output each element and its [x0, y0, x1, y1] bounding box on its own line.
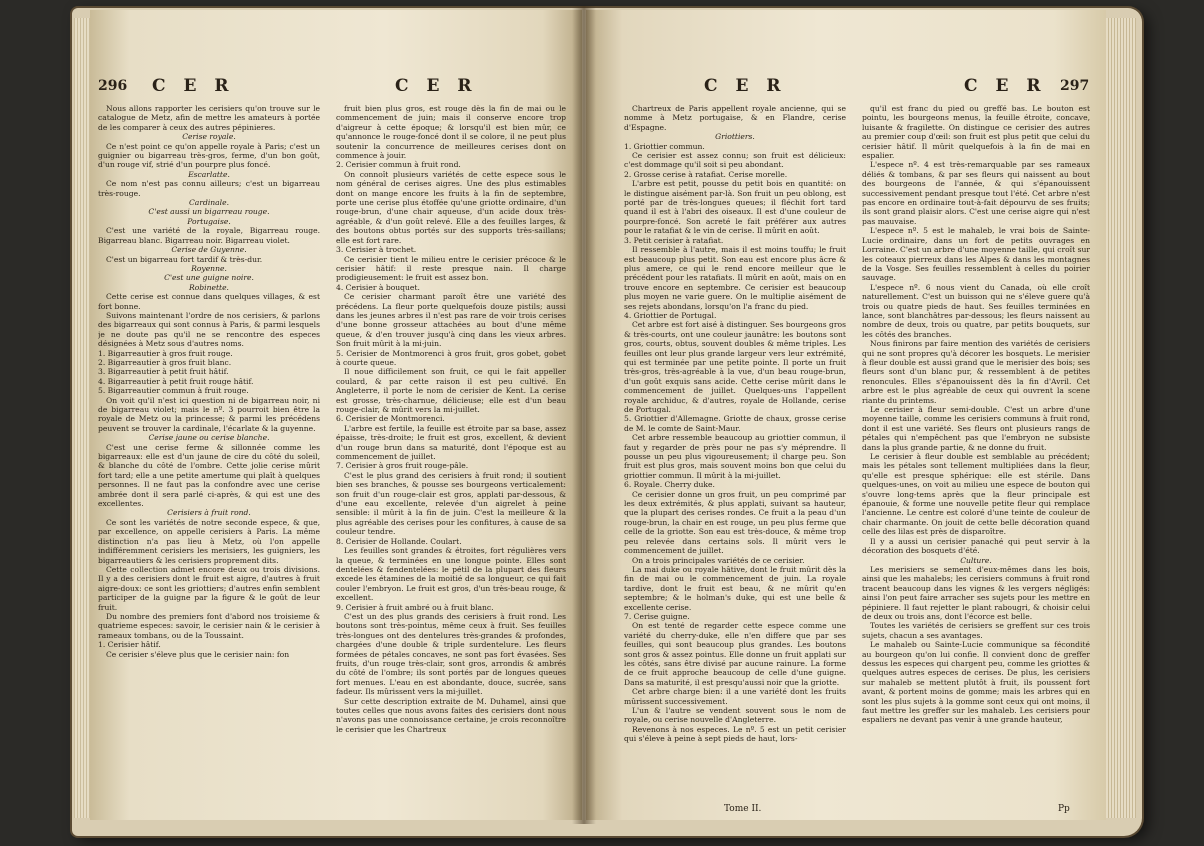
paragraph: Du nombre des premiers font d'abord nos troisieme & quatrieme especes: savoir, le cerisier nain & le cerisier à rameaux tombans, ou de la Toussaint.: [98, 611, 320, 640]
paragraph: Ce n'est point ce qu'on appelle royale à Paris; c'est un guignier ou bigarreau très-gros, ferme, d'un bon goût, d'un rouge vif, strié d'un pourpre plus foncé.: [98, 141, 320, 170]
paragraph: Suivons maintenant l'ordre de nos cerisiers, & parlons des bigarreaux qui sont connus à Paris, & parmi lesquels je ne doute pas qu'il ne se rencontre des especes désignées à Metz sous d'autres noms.: [98, 310, 320, 349]
paragraph: Le cerisier à fleur semi-double. C'est un arbre d'une moyenne taille, comme les cerisiers communs à fruit rond, dont il est une variété. Ses fleurs ont plusieurs rangs de pétales qui n'empêchent pas que l'embryon ne subsiste dans la plus grande partie, & ne donne du fruit.: [862, 405, 1090, 452]
paragraph: Escarlatte.: [188, 169, 230, 179]
running-head: C E R: [152, 76, 235, 96]
paragraph: Robinette.: [189, 282, 229, 292]
paragraph: C'est un des plus grands des cerisiers à fruit rond. Les boutons sont très-pointus, même ceux à fruit. Ses feuilles très-longues ont des dentelures très-grandes & profondes, chargées d'une double & triple surdentelure. Les fleurs formées de pétales concaves, ne sont pas fort évasées. Ses fruits, d'un rouge très-clair, sont gros, arrondis & ambrés du côté de l'ombre; ils sont portés par de longues queues fort menues. L'eau en est abondante, douce, sucrée, sans fadeur. Ils mûrissent vers la mi-juillet.: [336, 611, 566, 697]
page-number: 297: [1060, 78, 1090, 94]
paragraph: Nous allons rapporter les cerisiers qu'on trouve sur le catalogue de Metz, afin de mettre les amateurs à portée de les comparer à ceux des autres pépinieres.: [98, 104, 320, 132]
paragraph: fruit bien plus gros, est rouge dès la fin de mai ou le commencement de juin; mais il conserve encore trop d'aigreur à cette époque; & lorsqu'il est bien mûr, ce qu'annonce le rouge-foncé dont il se colore, il ne peut plus soutenir la concurrence de meilleures cerises dont on commence à jouir.: [336, 104, 566, 161]
paragraph: Sur cette description extraite de M. Duhamel, ainsi que toutes celles que nous avons faites des cerisiers dont nous n'avons pas une connoissance certaine, je crois reconnoître le cerisier que les Chartreux: [336, 696, 566, 734]
paragraph: L'espece nº. 6 nous vient du Canada, où elle croît naturellement. C'est un buisson qui ne s'éleve guere qu'à trois ou quatre pieds de haut. Ses feuilles terminées en lance, sont blanchâtres par-dessous; les fleurs naissent au nombre de deux, trois ou quatre, par petits bouquets, sur les côtés des branches.: [862, 282, 1090, 339]
paragraph: On a trois principales variétés de ce cerisier.: [632, 555, 805, 565]
paragraph: 9. Cerisier à fruit ambré ou à fruit blanc.: [336, 602, 494, 612]
paragraph: Ce nom n'est pas connu ailleurs; c'est un bigarreau très-rouge.: [98, 179, 320, 198]
paragraph: L'espece nº. 5 est le mahaleb, le vrai bois de Sainte-Lucie ordinaire, dans un fort de petits ouvrages en Lorraine. C'est un arbre d'une moyenne taille, qui croît sur les coteaux pierreux dans les Alpes & dans les montagnes de la Vosge. Ses feuilles ressemblent à celles du poirier sauvage.: [862, 226, 1090, 283]
paragraph: 4. Griottier de Portugal.: [624, 310, 717, 320]
catchword: Pp: [1058, 804, 1070, 814]
paragraph: Ce cerisier est assez connu; son fruit est délicieux: c'est dommage qu'il soit si peu abondant.: [624, 151, 846, 170]
paragraph: 2. Bigarreautier à gros fruit blanc.: [98, 357, 232, 367]
paragraph: Cet arbre ressemble beaucoup au griottier commun, il faut y regarder de près pour ne pas s'y méprendre. Il pousse un peu plus vigoureusement; il charge peu. Son fruit est plus gros, mais souvent moins bon que celui du griottier commun. Il mûrit à la mi-juillet.: [624, 433, 846, 480]
paragraph: Les merisiers se sement d'eux-mêmes dans les bois, ainsi que les mahalebs; les cerisiers communs à fruit rond tracent beaucoup dans les vignes & les vergers négligés: ainsi l'on peut faire arracher ses sujets pour les mettre en pépiniere. Il faut rejetter le plant rabougri, & choisir celui de deux ou trois ans, dont l'écorce est belle.: [862, 564, 1090, 621]
paragraph: Cerise de Guyenne.: [171, 245, 247, 255]
paragraph: Portugaise.: [187, 216, 231, 226]
paragraph: L'espece nº. 4 est très-remarquable par ses rameaux déliés & tombans, & par ses fleurs qui naissent au bout des bourgeons de l'année, & qui s'épanouissent successivement pendant presque tout l'été. Cet arbre n'est pas encore en ordinaire tout-à-fait dépourvu de ses fruits; ils sont grand plaisir alors. C'est une cerise aigre qui n'est pas mauvaise.: [862, 160, 1090, 226]
signature-mark: Tome II.: [724, 804, 762, 814]
paragraph: 6. Cerisier de Montmorenci.: [336, 414, 445, 424]
paragraph: 2. Grosse cerise à ratafiat. Cerise morelle.: [624, 169, 788, 179]
paragraph: Toutes les variétés de cerisiers se greffent sur ces trois sujets, chacun a ses avantages.: [862, 621, 1090, 640]
paragraph: 1. Bigarreautier à gros fruit rouge.: [98, 348, 233, 358]
paragraph: Cardinale.: [188, 198, 229, 208]
paragraph: C'est le plus grand des cerisiers à fruit rond; il soutient bien ses branches, & pousse ses bourgeons verticalement: son fruit d'un rouge-clair est gros, applati par-dessous, & d'une eau excellente, relevée d'un aigrelet à peine sensible: il mûrit à la fin de juin. C'est la meilleure & la plus agréable des cerises pour les confitures, à cause de sa couleur tendre.: [336, 470, 566, 537]
paragraph: 3. Bigarreautier à petit fruit hâtif.: [98, 367, 229, 377]
paragraph: Cerise royale.: [182, 132, 236, 142]
paragraph: Il y a aussi un cerisier panaché qui peut servir à la décoration des bosquets d'été.: [862, 536, 1090, 556]
paragraph: C'est un bigarreau fort tardif & très-dur.: [106, 254, 263, 264]
paragraph: 4. Bigarreautier à petit fruit rouge hâtif.: [98, 376, 254, 386]
paragraph: Culture.: [960, 555, 992, 565]
paragraph: Cerise jaune ou cerise blanche.: [148, 433, 270, 443]
paragraph: Chartreux de Paris appellent royale ancienne, qui se nomme à Metz portugaise, & en Flandre, cerise d'Espagne.: [624, 104, 846, 132]
paragraph: Ce cerisier charmant paroît être une variété des précédens. La fleur porte quelquefois douze pistils; aussi dans les jeunes arbres il n'est pas rare de voir trois cerises d'une bonne grosseur attachées au bout d'une même queue, & d'en trouver jusqu'à cinq dans les vieux arbres. Son fruit mûrit à la mi-juin.: [336, 292, 566, 349]
running-head: C E R: [395, 76, 478, 96]
paragraph: 7. Cerisier à gros fruit rouge-pâle.: [336, 461, 469, 471]
paragraph: Le mahaleb ou Sainte-Lucie communique sa fécondité au bourgeon qu'on lui confie. Il convient donc de greffer dessus les especes qui chargent peu, comme les griottes & quelques autres especes de cerises. De plus, les cerisiers sur mahaleb se mettent plutôt à fruit, ils poussent fort avant, & portent moins de gomme; mais les arbres qui en sont les plus sujets à la gomme sont ceux qui ont moins, il faut mettre les greffer sur les mahaleb. Les cerisiers pour espaliers ne devant pas venir à une grande hauteur,: [862, 640, 1090, 725]
paragraph: Cet arbre charge bien: il a une variété dont les fruits mûrissent successivement.: [624, 687, 846, 706]
paragraph: C'est une variété de la royale, Bigarreau rouge. Bigarreau blanc. Bigarreau noir. Bigarreau violet.: [98, 226, 320, 245]
paragraph: 5. Griottier d'Allemagne. Griotte de chaux, grosse cerise de M. le comte de Saint-Maur.: [624, 414, 846, 433]
gutter: [572, 6, 596, 824]
paragraph: C'est une cerise ferme & sillonnée comme les bigarreaux: elle est d'un jaune de cire du côté du soleil, & blanche du côté de l'ombre. Cette jolie cerise mûrit fort tard; elle a une petite amertume qui plaît à quelques personnes. Il ne faut pas la confondre avec une cerise ambrée dont il sera parlé ci-après, & qui est une des excellentes.: [98, 442, 320, 509]
paragraph: 3. Cerisier à trochet.: [336, 245, 417, 255]
paragraph: 3. Petit cerisier à ratafiat.: [624, 235, 724, 245]
paragraph: Ce cerisier s'éleve plus que le cerisier nain: fon: [106, 649, 290, 659]
paragraph: 5. Bigarreautier commun à fruit rouge.: [98, 386, 249, 396]
paragraph: On voit qu'il n'est ici question ni de bigarreau noir, ni de bigarreau violet; mais le nº. 3 pourroit bien être la royale de Metz ou la princesse; & parmi les précédens peuvent se trouver la cardinale, l'écarlate & la guyenne.: [98, 395, 320, 433]
paragraph: Les feuilles sont grandes & étroites, fort régulières vers la queue, & terminées en une longue pointe. Elles sont dentelées & fendentelées: le pétil de la plupart des fleurs excede les étamines de la moitié de sa longueur, ce qui fait couler l'embryon. Le fruit est gros, d'un très-beau rouge, & excellent.: [336, 546, 566, 603]
paragraph: 7. Cerise guigne.: [624, 611, 690, 621]
paragraph: L'arbre est petit, pousse du petit bois en quantité: on le distingue aisément par-là. Son fruit un peu oblong, est porté par de très-longues queues; il fléchit fort tard quand il est à l'abri des oiseaux. Il est d'une couleur de pourpre-foncé. Son acreté le fait préférer aux autres pour le ratafiat & le vin de cerise. Il mûrit en août.: [624, 179, 846, 236]
paragraph: C'est une guigne noire.: [164, 273, 254, 283]
paragraph: L'arbre est fertile, la feuille est étroite par sa base, assez épaisse, très-droite; le fruit est gros, excellent, & devient d'un rouge brun dans sa maturité, dont l'époque est au commencement de juillet.: [336, 423, 566, 462]
running-head: C E R: [704, 76, 787, 96]
page-edges-right: [1106, 18, 1136, 818]
left-page: [90, 10, 582, 820]
paragraph: Nous finirons par faire mention des variétés de cerisiers qui ne sont propres qu'à décorer les bosquets. Le merisier à fleur double est aussi grand que le merisier des bois; ses fleurs sont d'un blanc pur, & ressemblent à de petites renoncules. Elles s'épanouissent dès la fin d'Avril. Cet arbre est le plus agréable de ceux qui ouvrent la scene riante du printems.: [862, 339, 1090, 405]
paragraph: C'est aussi un bigarreau rouge.: [148, 207, 270, 217]
paragraph: Griottiers.: [715, 132, 755, 142]
paragraph: Ce cerisier donne un gros fruit, un peu comprimé par les deux extrémités, & plus applati, suivant sa hauteur, que la plupart des cerises rondes. Ce fruit a la peau d'un rouge-brun, la chair en est rouge, un peu plus ferme que celle de la griotte. Son eau est très-douce, & même trop peu relevée dans certains sols. Il mûrit vers le commencement de juillet.: [624, 489, 846, 556]
paragraph: 6. Royale. Cherry duke.: [624, 480, 715, 490]
running-head: C E R: [964, 76, 1047, 96]
paragraph: Cette cerise est connue dans quelques villages, & est fort bonne.: [98, 292, 320, 311]
paragraph: Revenons à nos especes. Le nº. 5 est un petit cerisier qui s'éleve à peine à sept pieds de haut, lors-: [624, 724, 846, 744]
text-column: [862, 104, 1090, 804]
paragraph: On connoît plusieurs variétés de cette espece sous le nom général de cerises aigres. Une des plus estimables dont on mange encore les fruits à la fin de septembre, porte une cerise plus étoffée qu'une griotte ordinaire, d'un rouge-brun, d'une chair aqueuse, d'un acide doux très-agréable, & d'un goût relevé. Elle a des feuilles larges, & des boutons obtus portés sur des supports très-saillans; elle est fort rare.: [336, 169, 566, 245]
paragraph: Cette collection admet encore deux ou trois divisions. Il y a des cerisiers dont le fruit est aigre, d'autres à fruit aigre-doux: ce sont les griottiers; d'autres enfin semblent participer de la guigne par la figure & le goût de leur fruit.: [98, 564, 320, 612]
paragraph: Il ressemble à l'autre, mais il est moins touffu; le fruit est beaucoup plus petit. Son eau est encore plus âcre & plus amere, ce qui le rend encore meilleur que le précédent pour les ratafiats. Il mûrit en août, mais on en trouve encore en septembre. Ce cerisier est beaucoup plus moyen ne varie guere. On le multiplie aisément de ses rejets abondans, lorsqu'on l'a franc du pied.: [624, 245, 846, 311]
paragraph: L'un & l'autre se vendent souvent sous le nom de royale, ou cerise nouvelle d'Angleterre.: [624, 706, 846, 725]
paragraph: Il noue difficilement son fruit, ce qui le fait appeller coulard, & par cette raison il est peu cultivé. En Angleterre, il porte le nom de cerisier de Kent. La cerise est grosse, très-charnue, délicieuse; elle est d'un beau rouge-clair, & mûrit vers la mi-juillet.: [336, 367, 566, 414]
paragraph: qu'il est franc du pied ou greffé bas. Le bouton est pointu, les bourgeons menus, la feuille étroite, concave, luisante & fragilette. On distingue ce cerisier des autres au premier coup d'œil: son fruit est plus petit que celui du cerisier hâtif. Il mûrit quelquefois à la fin de mai en espalier.: [862, 104, 1090, 161]
paragraph: 1. Cerisier hâtif.: [98, 640, 161, 650]
paragraph: Ce cerisier tient le milieu entre le cerisier précoce & le cerisier hâtif: il reste presque nain. Il charge prodigieusement: le fruit est assez bon.: [336, 254, 566, 283]
paragraph: 5. Cerisier de Montmorenci à gros fruit, gros gobet, gobet à courte queue.: [336, 348, 566, 367]
text-column: [336, 104, 566, 804]
paragraph: 2. Cerisier commun à fruit rond.: [336, 160, 461, 170]
text-column: [624, 104, 846, 804]
paragraph: Ce sont les variétés de notre seconde espece, & que, par excellence, on appelle cerisiers à Paris. La même distinction n'a pas lieu à Metz, où l'on appelle indifféremment cerisiers les merisiers, les guigniers, les bigarreautiers & les cerisiers proprement dits.: [98, 517, 320, 565]
paragraph: La mai duke ou royale hâtive, dont le fruit mûrit dès la fin de mai ou le commencement de juin. La royale tardive, dont le fruit est beau, & ne mûrit qu'en septembre; & le holman's duke, qui est une belle & excellente cerise.: [624, 564, 846, 612]
paragraph: 8. Cerisier de Hollande. Coulart.: [336, 536, 462, 546]
paragraph: 4. Cerisier à bouquet.: [336, 282, 420, 292]
paragraph: 1. Griottier commun.: [624, 141, 705, 151]
paragraph: Le cerisier à fleur double est semblable au précédent; mais les pétales sont tellement multipliées dans la fleur, qu'elle est presque sphérique: elle est stérile. Dans quelques-unes, on voit au milieu une espece de bouton qui s'ouvre long-tems après que la fleur principale est épanouie, & forme une nouvelle petite fleur qui remplace l'ancienne. Le centre est coloré d'une teinte de couleur de chair charmante. On jouit de cette belle décoration quand celle des lilas est près de disparoître.: [862, 452, 1090, 537]
paragraph: On est tenté de regarder cette espece comme une variété du cherry-duke, elle n'en differe que par ses feuilles, qui sont beaucoup plus grandes. Les boutons sont gros & assez pointus. Elle donne un fruit applati sur les côtés, sans être divisé par aucune rainure. La forme de ce fruit approche beaucoup de celle d'une guigne. Dans sa maturité, il est presqu'aussi noir que la griotte.: [624, 621, 846, 687]
text-column: [98, 104, 320, 804]
right-page: [586, 10, 1106, 820]
page-number: 296: [98, 78, 128, 94]
paragraph: Cet arbre est fort aisé à distinguer. Ses bourgeons gros & très-courts, ont une couleur jaunâtre: les boutons sont gros, courts, obtus, souvent doubles & même triples. Les feuilles ont leur plus grande largeur vers leur extrémité, qui est terminée par une petite pointe. Il porte un fruit très-gros, très-agréable à la vue, d'un beau rouge-brun, d'un goût exquis sans acide. Cette cerise mûrit dans le commencement de juillet. Quelques-uns l'appellent royale archiduc, & d'autres, royale de Hollande, cerise de Portugal.: [624, 320, 846, 414]
paragraph: Royenne.: [191, 263, 227, 273]
paragraph: Cerisiers à fruit rond.: [167, 508, 251, 518]
